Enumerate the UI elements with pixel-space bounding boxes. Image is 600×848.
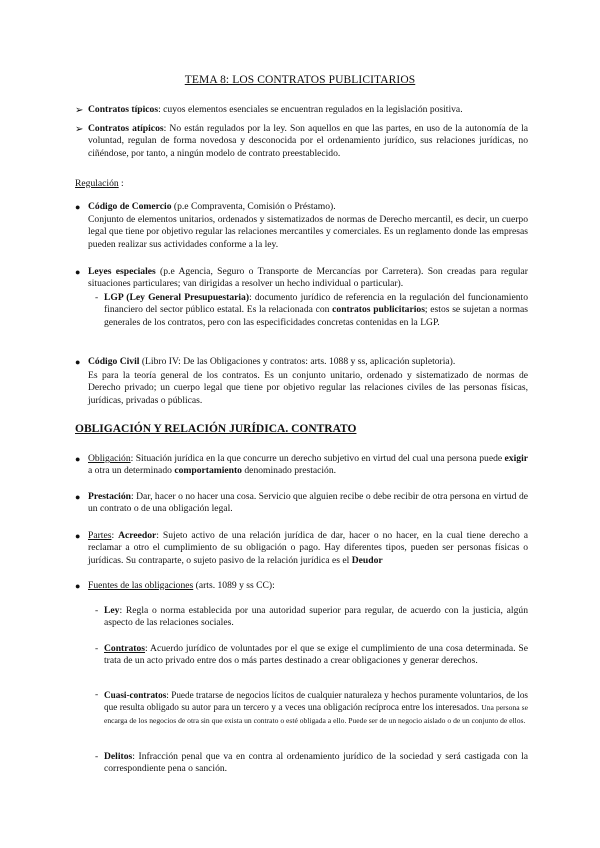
arrow-bullet-icon: ➢ bbox=[75, 124, 84, 135]
civil-term: Código Civil bbox=[88, 356, 140, 367]
dash-icon: - bbox=[95, 689, 99, 700]
tipicos-term: Contratos típicos bbox=[88, 104, 159, 115]
fuentes-term: Fuentes de las obligaciones bbox=[88, 580, 194, 591]
ley-term: Ley bbox=[104, 605, 120, 616]
contratos-paragraph: Contratos: Acuerdo jurídico de voluntades por el que se exige el cumplimiento de una cosa determinada. Se trata de un acto privado entre dos o más partes destinado a crear obligaciones y generar derechos. bbox=[104, 643, 528, 667]
bullet-icon: ● bbox=[75, 357, 81, 367]
page-title: TEMA 8: LOS CONTRATOS PUBLICITARIOS bbox=[184, 74, 416, 86]
partes-paragraph: Partes: Acreedor: Sujeto activo de una relación jurídica de dar, hacer o no hacer, en la cual tiene derecho a reclamar a otro el cumplimiento de su obligación o pago. Hay diferentes tipos, pueden ser personas físicas o jurídicas. Su contraparte, o sujeto pasivo de la relación jurídica es el Deudor bbox=[88, 530, 528, 566]
regulacion-heading: Regulación bbox=[75, 178, 119, 189]
bullet-icon: ● bbox=[75, 454, 81, 464]
comercio-term: Código de Comercio bbox=[88, 201, 172, 212]
prestacion-term: Prestación bbox=[88, 491, 131, 502]
contratos-term: Contratos bbox=[104, 643, 146, 654]
dash-icon: - bbox=[95, 751, 99, 762]
cuasi-term: Cuasi-contratos bbox=[104, 690, 167, 700]
especiales-term: Leyes especiales bbox=[88, 266, 156, 277]
section-title: OBLIGACIÓN Y RELACIÓN JURÍDICA. CONTRATO bbox=[75, 423, 357, 435]
dash-icon: - bbox=[95, 643, 99, 654]
delitos-paragraph: Delitos: Infracción penal que va en contra al ordenamiento jurídico de la sociedad y será castigada con la correspondiente pena o sanción. bbox=[104, 751, 528, 775]
comercio-head: Código de Comercio (p.e Compraventa, Comisión o Préstamo). bbox=[88, 201, 336, 212]
ley-paragraph: Ley: Regla o norma establecida por una autoridad superior para regular, de acuerdo con la justicia, algún aspecto de las relaciones sociales. bbox=[104, 605, 528, 629]
especiales-paragraph: Leyes especiales (p.e Agencia, Seguro o Transporte de Mercancías por Carretera). Son creadas para regular situaciones particulares; van dirigidas a resolver un hecho individual o particular). bbox=[88, 266, 529, 290]
atipicos-paragraph bbox=[88, 123, 528, 160]
obligacion-term: Obligación bbox=[88, 453, 131, 464]
atipicos-text: : No están regulados por la ley. Son aquellos en que las partes, en uso de la autonomía de la voluntad, regulan de forma novedosa y desconocida por el ordenamiento jurídico, sus relaciones jurídicas, no ciñéndose, por tanto, a ningún modelo de contrato preestablecido. bbox=[88, 123, 528, 159]
atipicos-term: Contratos atípicos bbox=[88, 123, 164, 134]
fuentes-paragraph: Fuentes de las obligaciones (arts. 1089 y ss CC): bbox=[88, 580, 275, 591]
cuasi-paragraph: Cuasi-contratos: Puede tratarse de negocios lícitos de cualquier naturaleza y hechos puramente voluntarios, de los que resulta obligado su autor para un tercero y a veces una obligación recíproca entre los interesados. Una persona se encarga de los negocios de otra sin que exista un contrato o esté obligada a ello. Puede ser de un negocio aislado o de un conjunto de ellos. bbox=[104, 690, 528, 725]
regulacion-colon: : bbox=[121, 178, 124, 189]
prestacion-paragraph: Prestación: Dar, hacer o no hacer una cosa. Servicio que alguien recibe o debe recibir de otra persona en virtud de un contrato o de una obligación legal. bbox=[88, 491, 528, 515]
comercio-body: Conjunto de elementos unitarios, ordenados y sistematizados de normas de Derecho mercantil, es decir, un cuerpo legal que tiene por objetivo regular las relaciones mercantiles y comerciales. Es un reglamento donde las empresas pueden realizar sus actividades conforme a la ley. bbox=[88, 214, 528, 250]
dash-icon: - bbox=[95, 292, 99, 303]
bullet-icon: ● bbox=[75, 581, 81, 591]
dash-icon: - bbox=[95, 605, 99, 616]
bullet-icon: ● bbox=[75, 267, 81, 277]
civil-head: Código Civil (Libro IV: De las Obligaciones y contratos: arts. 1088 y ss, aplicación supletoria). bbox=[88, 356, 456, 367]
civil-body: Es para la teoría general de los contratos. Es un conjunto unitario, ordenado y sistematizado de normas de Derecho privado; un cuerpo legal que tiene por objetivo regular las relaciones civiles de las personas físicas, jurídicas, privadas o públicas. bbox=[88, 370, 528, 406]
lgp-term: LGP (Ley General Presupuestaria) bbox=[104, 292, 250, 303]
bullet-icon: ● bbox=[75, 202, 81, 212]
bullet-icon: ● bbox=[75, 531, 81, 541]
tipicos-paragraph bbox=[88, 104, 528, 116]
obligacion-paragraph: Obligación: Situación jurídica en la que concurre un derecho subjetivo en virtud del cual una persona puede exigir a otra un determinado comportamiento denominado prestación. bbox=[88, 453, 528, 477]
delitos-term: Delitos bbox=[104, 751, 133, 762]
lgp-paragraph: LGP (Ley General Presupuestaria): documento jurídico de referencia en la regulación del funcionamiento financiero del sector público estatal. Es la relacionada con contratos publicitarios; estos se sujetan a normas generales de los contratos, pero con las especificidades concretas contenidas en la LGP. bbox=[104, 292, 528, 328]
tipicos-text: : cuyos elementos esenciales se encuentran regulados en la legislación positiva. bbox=[158, 104, 463, 115]
bullet-icon: ● bbox=[75, 492, 81, 502]
arrow-bullet-icon: ➢ bbox=[75, 105, 84, 116]
partes-term: Partes bbox=[88, 530, 112, 541]
